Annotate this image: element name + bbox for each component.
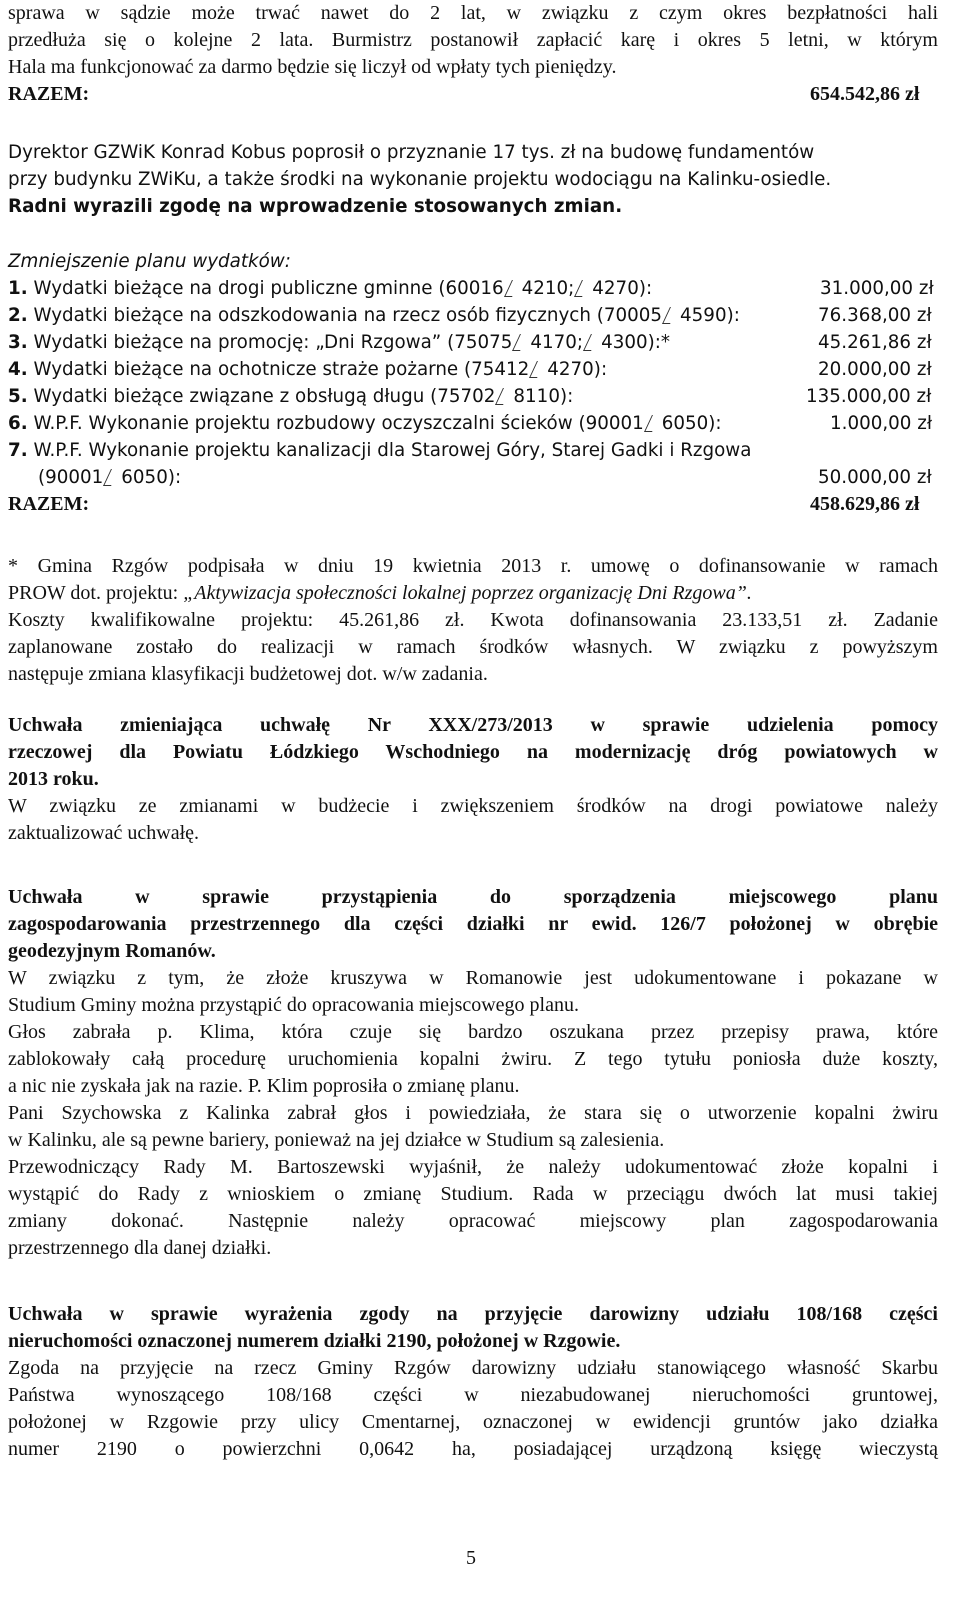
item-text: Wydatki bieżące na promocję: „Dni Rzgowa” (75075 — [33, 332, 513, 353]
uchwala2-body-9: wystąpić do Rady z wnioskiem o zmianę Studium. Rada w przeciągu dwóch lat musi takiej — [8, 1183, 938, 1205]
item-number: 1. — [8, 278, 28, 299]
intro-line-3: Hala ma funkcjonować za darmo będzie się liczył od wpłaty tych pieniędzy. — [8, 56, 617, 78]
item-number: 2. — [8, 305, 28, 326]
uchwala2-body-4: zablokowały całą procedurę uruchomienia kopalni żwiru. Z tego tytułu poniosła duże koszty, — [8, 1048, 938, 1070]
uchwala2-heading-1: Uchwała w sprawie przystąpienia do sporządzenia miejscowego planu — [8, 886, 938, 908]
note-project-label: PROW dot. projektu: — [8, 582, 179, 604]
note-line-5: następuje zmiana klasyfikacji budżetowej dot. w/w zadania. — [8, 663, 488, 685]
item-text: W.P.F. Wykonanie projektu kanalizacji dla Starowej Góry, Starej Gadki i Rzgowa — [33, 440, 752, 461]
uchwala2-body-6: Pani Szychowska z Kalinka zabrał głos i powiedziała, że stara się o utworzenie kopalni żwiru — [8, 1102, 938, 1124]
plan-item-5-amount: 135.000,00 zł — [806, 386, 932, 407]
item-text: Wydatki bieżące na drogi publiczne gminne (60016 — [33, 278, 504, 299]
uchwala3-heading-1: Uchwała w sprawie wyrażenia zgody na przyjęcie darowizny udziału 108/168 części — [8, 1303, 938, 1325]
item-text: Wydatki bieżące związane z obsługą długu (75702 — [33, 386, 496, 407]
uchwala3-heading-2: nieruchomości oznaczonej numerem działki 2190, położonej w Rzgowie. — [8, 1330, 621, 1352]
plan-item-6 — [8, 410, 722, 437]
plan-item-4-amount: 20.000,00 zł — [818, 359, 932, 380]
note-line-1: * Gmina Rzgów podpisała w dniu 19 kwietnia 2013 r. umowę o dofinansowanie w ramach — [8, 555, 938, 577]
plan-item-5 — [8, 383, 573, 410]
item-text: W.P.F. Wykonanie projektu rozbudowy oczyszczalni ścieków (90001 — [33, 413, 644, 434]
gzwik-line-2: przy budynku ZWiKu, a także środki na wykonanie projektu wodociągu na Kalinku-osiedle. — [8, 169, 832, 190]
uchwala1-body-2: zaktualizować uchwałę. — [8, 822, 200, 844]
plan-item-7-amount: 50.000,00 zł — [818, 467, 932, 488]
plan-item-4 — [8, 356, 607, 383]
item-code: (90001 — [38, 467, 104, 488]
item-code: 4270): — [592, 278, 653, 299]
plan-razem-label: RAZEM: — [8, 493, 90, 515]
plan-item-2-amount: 76.368,00 zł — [818, 305, 932, 326]
item-text: Wydatki bieżące na odszkodowania na rzecz osób fizycznych (70005 — [33, 305, 663, 326]
item-text: Wydatki bieżące na ochotnicze straże pożarne (75412 — [33, 359, 530, 380]
note-line-3: Koszty kwalifikowalne projektu: 45.261,86 zł. Kwota dofinansowania 23.133,51 zł. Zadanie — [8, 609, 938, 631]
note-line-4: zaplanowane zostało do realizacji w ramach środków własnych. W związku z powyższym — [8, 636, 938, 658]
uchwala3-body-3: położonej w Rzgowie przy ulicy Cmentarnej, oznaczonej w ewidencji gruntów jako działka — [8, 1411, 938, 1433]
item-code: 4270): — [547, 359, 608, 380]
uchwala3-body-4: numer 2190 o powierzchni 0,0642 ha, posiadającej urządzoną księgę wieczystą — [8, 1438, 938, 1460]
item-code: 4170; — [530, 332, 584, 353]
note-line-2 — [8, 580, 752, 607]
plan-item-1 — [8, 275, 652, 302]
uchwala2-body-1: W związku z tym, że złoże kruszywa w Romanowie jest udokumentowane i pokazane w — [8, 967, 938, 989]
intro-razem-label: RAZEM: — [8, 83, 90, 105]
item-code: 4590): — [680, 305, 740, 326]
uchwala1-heading-1: Uchwała zmieniająca uchwałę Nr XXX/273/2013 w sprawie udzielenia pomocy — [8, 714, 938, 736]
uchwala2-body-8: Przewodniczący Rady M. Bartoszewski wyjaśnił, że należy udokumentować złoże kopalni i — [8, 1156, 938, 1178]
note-project-title: „Aktywizacja społeczności lokalnej poprzez organizację Dni Rzgowa”. — [183, 582, 752, 604]
uchwala3-body-2: Państwa wynoszącego 108/168 części w niezabudowanej nieruchomości gruntowej, — [8, 1384, 938, 1406]
uchwala2-body-2: Studium Gminy można przystąpić do opracowania miejscowego planu. — [8, 994, 579, 1016]
item-code: 4300):* — [601, 332, 671, 353]
uchwala2-body-11: przestrzennego dla danej działki. — [8, 1237, 272, 1259]
uchwala3-body-1: Zgoda na przyjęcie na rzecz Gminy Rzgów darowizny udziału stanowiącego własność Skarbu — [8, 1357, 938, 1379]
intro-line-1: sprawa w sądzie może trwać nawet do 2 lat, w związku z czym okres bezpłatności hali — [8, 2, 938, 24]
uchwala2-body-10: zmiany dokonać. Następnie należy opracować miejscowy plan zagospodarowania — [8, 1210, 938, 1232]
uchwala2-heading-3: geodezyjnym Romanów. — [8, 940, 216, 962]
plan-item-3 — [8, 329, 670, 356]
plan-item-6-amount: 1.000,00 zł — [830, 413, 933, 434]
uchwala2-body-3: Głos zabrała p. Klima, która czuje się bardzo oszukana przez przepisy prawa, które — [8, 1021, 938, 1043]
gzwik-line-3: Radni wyrazili zgodę na wprowadzenie stosowanych zmian. — [8, 196, 623, 217]
intro-line-2: przedłuża się o kolejne 2 lata. Burmistrz postanowił zapłacić karę i okres 5 letni, w którym — [8, 29, 938, 51]
uchwala1-body-1: W związku ze zmianami w budżecie i zwiększeniem środków na drogi powiatowe należy — [8, 795, 938, 817]
uchwala2-heading-2: zagospodarowania przestrzennego dla części działki nr ewid. 126/7 położonej w obrębie — [8, 913, 938, 935]
gzwik-line-1: Dyrektor GZWiK Konrad Kobus poprosił o przyznanie 17 tys. zł na budowę fundamentów — [8, 142, 815, 163]
item-number: 7. — [8, 440, 28, 461]
intro-razem-value: 654.542,86 zł — [810, 83, 920, 105]
plan-item-2 — [8, 302, 740, 329]
item-code: 6050): — [121, 467, 182, 488]
item-code: 4210; — [521, 278, 575, 299]
plan-item-7-cont — [38, 464, 181, 491]
item-code: 8110): — [513, 386, 574, 407]
item-number: 5. — [8, 386, 28, 407]
plan-item-3-amount: 45.261,86 zł — [818, 332, 932, 353]
plan-heading: Zmniejszenie planu wydatków: — [8, 251, 291, 272]
item-number: 3. — [8, 332, 28, 353]
uchwala1-heading-2: rzeczowej dla Powiatu Łódzkiego Wschodniego na modernizację dróg powiatowych w — [8, 741, 938, 763]
item-number: 4. — [8, 359, 28, 380]
uchwala1-heading-3: 2013 roku. — [8, 768, 99, 790]
uchwala2-body-7: w Kalinku, ale są pewne bariery, ponieważ na jej działce w Studium są zalesienia. — [8, 1129, 665, 1151]
plan-item-1-amount: 31.000,00 zł — [820, 278, 934, 299]
uchwala2-body-5: a nic nie zyskała jak na razie. P. Klim poprosiła o zmianę planu. — [8, 1075, 520, 1097]
plan-item-7 — [8, 437, 751, 464]
item-number: 6. — [8, 413, 28, 434]
page-number: 5 — [466, 1547, 476, 1569]
plan-razem-value: 458.629,86 zł — [810, 493, 920, 515]
item-code: 6050): — [661, 413, 722, 434]
